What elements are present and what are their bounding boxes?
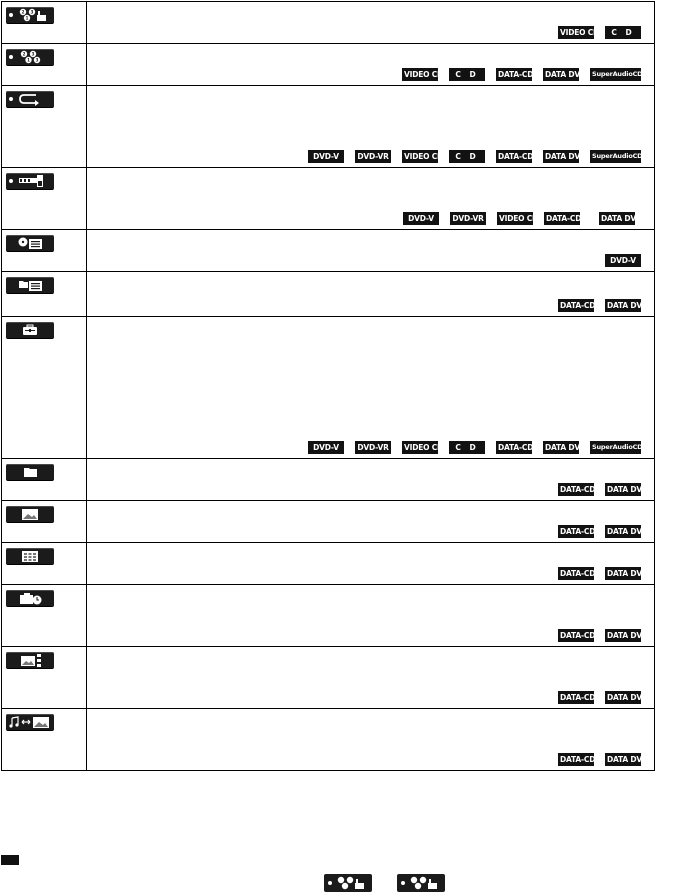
- svg-text:3: 3: [31, 51, 35, 57]
- format-badge: VIDEO CD: [499, 214, 539, 223]
- icon-cell: [2, 647, 87, 709]
- svg-text:1: 1: [25, 15, 29, 21]
- description-cell: [87, 709, 655, 771]
- disc-menu-icon: [6, 235, 54, 252]
- table-row: [2, 272, 655, 317]
- format-badge: DATA DVD: [545, 70, 587, 79]
- format-badge: DVD-V: [308, 150, 344, 163]
- format-badge: DVD-V: [308, 441, 344, 454]
- table-row: [2, 459, 655, 501]
- icon-cell: [2, 168, 87, 230]
- description-cell: [87, 585, 655, 647]
- description-cell: [87, 501, 655, 543]
- format-badge: DATA DVD: [607, 631, 649, 640]
- description-cell: [87, 44, 655, 86]
- format-badge: DATA-CD: [560, 485, 596, 494]
- table-row: [2, 230, 655, 272]
- svg-text:3: 3: [30, 9, 34, 15]
- format-badge: C D: [449, 150, 485, 163]
- svg-text:1: 1: [27, 57, 30, 63]
- table-row: [2, 585, 655, 647]
- description-cell: [87, 272, 655, 317]
- format-badge: DATA DVD: [545, 443, 587, 452]
- disc-numbered-hand-icon: [397, 874, 445, 892]
- format-badge: DATA DVD: [607, 755, 649, 764]
- description-cell: [87, 459, 655, 501]
- control-menu-table: [1, 1, 655, 771]
- description-cell: [87, 647, 655, 709]
- table-row: [2, 2, 655, 44]
- icon-cell: [2, 543, 87, 585]
- icon-cell: [2, 317, 87, 459]
- format-badge: VIDEO CD: [560, 28, 600, 37]
- picture-icon: [6, 506, 54, 523]
- table-row: [2, 543, 655, 585]
- format-badge: C D: [449, 68, 485, 81]
- icon-cell: [2, 459, 87, 501]
- icon-cell: [2, 86, 87, 168]
- format-badge: C D: [449, 441, 485, 454]
- format-badge: DATA-CD: [498, 70, 534, 79]
- folder-list-icon: [6, 277, 54, 294]
- slideshow-icon: [6, 173, 54, 190]
- table-row: [2, 86, 655, 168]
- disc-numbered-hand-icon: [324, 874, 372, 892]
- description-cell: [87, 543, 655, 585]
- icon-cell: [2, 230, 87, 272]
- format-badge: DATA DVD: [607, 527, 649, 536]
- description-cell: [87, 86, 655, 168]
- format-badge: DATA-CD: [560, 301, 596, 310]
- icon-cell: [2, 2, 87, 44]
- svg-text:3: 3: [35, 57, 39, 63]
- table-row: [2, 501, 655, 543]
- format-badge: DATA-CD: [546, 214, 582, 223]
- disc-numbered-icon: [6, 49, 54, 66]
- format-badge: DATA-CD: [560, 527, 596, 536]
- format-badge: DATA-CD: [560, 693, 596, 702]
- icon-cell: [2, 709, 87, 771]
- description-cell: [87, 2, 655, 44]
- table-row: [2, 647, 655, 709]
- format-badge: DVD-VR: [355, 441, 391, 454]
- format-badge: DVD-VR: [355, 150, 391, 163]
- icon-cell: [2, 44, 87, 86]
- icon-cell: [2, 272, 87, 317]
- svg-text:2: 2: [21, 9, 25, 15]
- format-badge: DVD-VR: [450, 212, 486, 225]
- format-badge: C D: [605, 26, 641, 39]
- format-badge: DATA DVD: [607, 485, 649, 494]
- format-badge: VIDEO CD: [404, 443, 444, 452]
- format-badge: DATA-CD: [498, 443, 534, 452]
- icon-cell: [2, 585, 87, 647]
- disc-numbered-hand-icon: [6, 7, 54, 24]
- format-badge: DATA-CD: [560, 569, 596, 578]
- format-badge: DVD-V: [605, 254, 641, 267]
- thumbnail-grid-icon: [6, 548, 54, 565]
- format-badge: DVD-V: [403, 212, 439, 225]
- setup-toolbox-icon: [6, 322, 54, 339]
- note-marker: [1, 855, 19, 865]
- table-row: [2, 709, 655, 771]
- folder-icon: [6, 464, 54, 481]
- format-badge: DATA DVD: [607, 569, 649, 578]
- format-badge: DATA-CD: [498, 152, 534, 161]
- slideshow-effect-icon: [6, 652, 54, 669]
- format-badge: SuperAudioCD: [590, 68, 641, 81]
- description-cell: [87, 168, 655, 230]
- icon-cell: [2, 501, 87, 543]
- format-badge: SuperAudioCD: [590, 150, 641, 163]
- table-row: [2, 44, 655, 86]
- table-row: [2, 317, 655, 459]
- format-badge: DATA DVD: [607, 693, 649, 702]
- format-badge: DATA-CD: [560, 755, 596, 764]
- table-row: [2, 168, 655, 230]
- description-cell: [87, 317, 655, 459]
- svg-text:2: 2: [22, 51, 26, 57]
- format-badge: DATA DVD: [607, 301, 649, 310]
- format-badge: VIDEO CD: [404, 70, 444, 79]
- repeat-icon: [6, 91, 54, 108]
- format-badge: DATA-CD: [560, 631, 596, 640]
- format-badge: DATA DVD: [545, 152, 587, 161]
- format-badge: SuperAudioCD: [590, 441, 641, 454]
- format-badge: DATA DVD: [601, 214, 643, 223]
- slideshow-interval-icon: [6, 590, 54, 607]
- description-cell: [87, 230, 655, 272]
- format-badge: VIDEO CD: [404, 152, 444, 161]
- music-to-picture-icon: [6, 714, 54, 731]
